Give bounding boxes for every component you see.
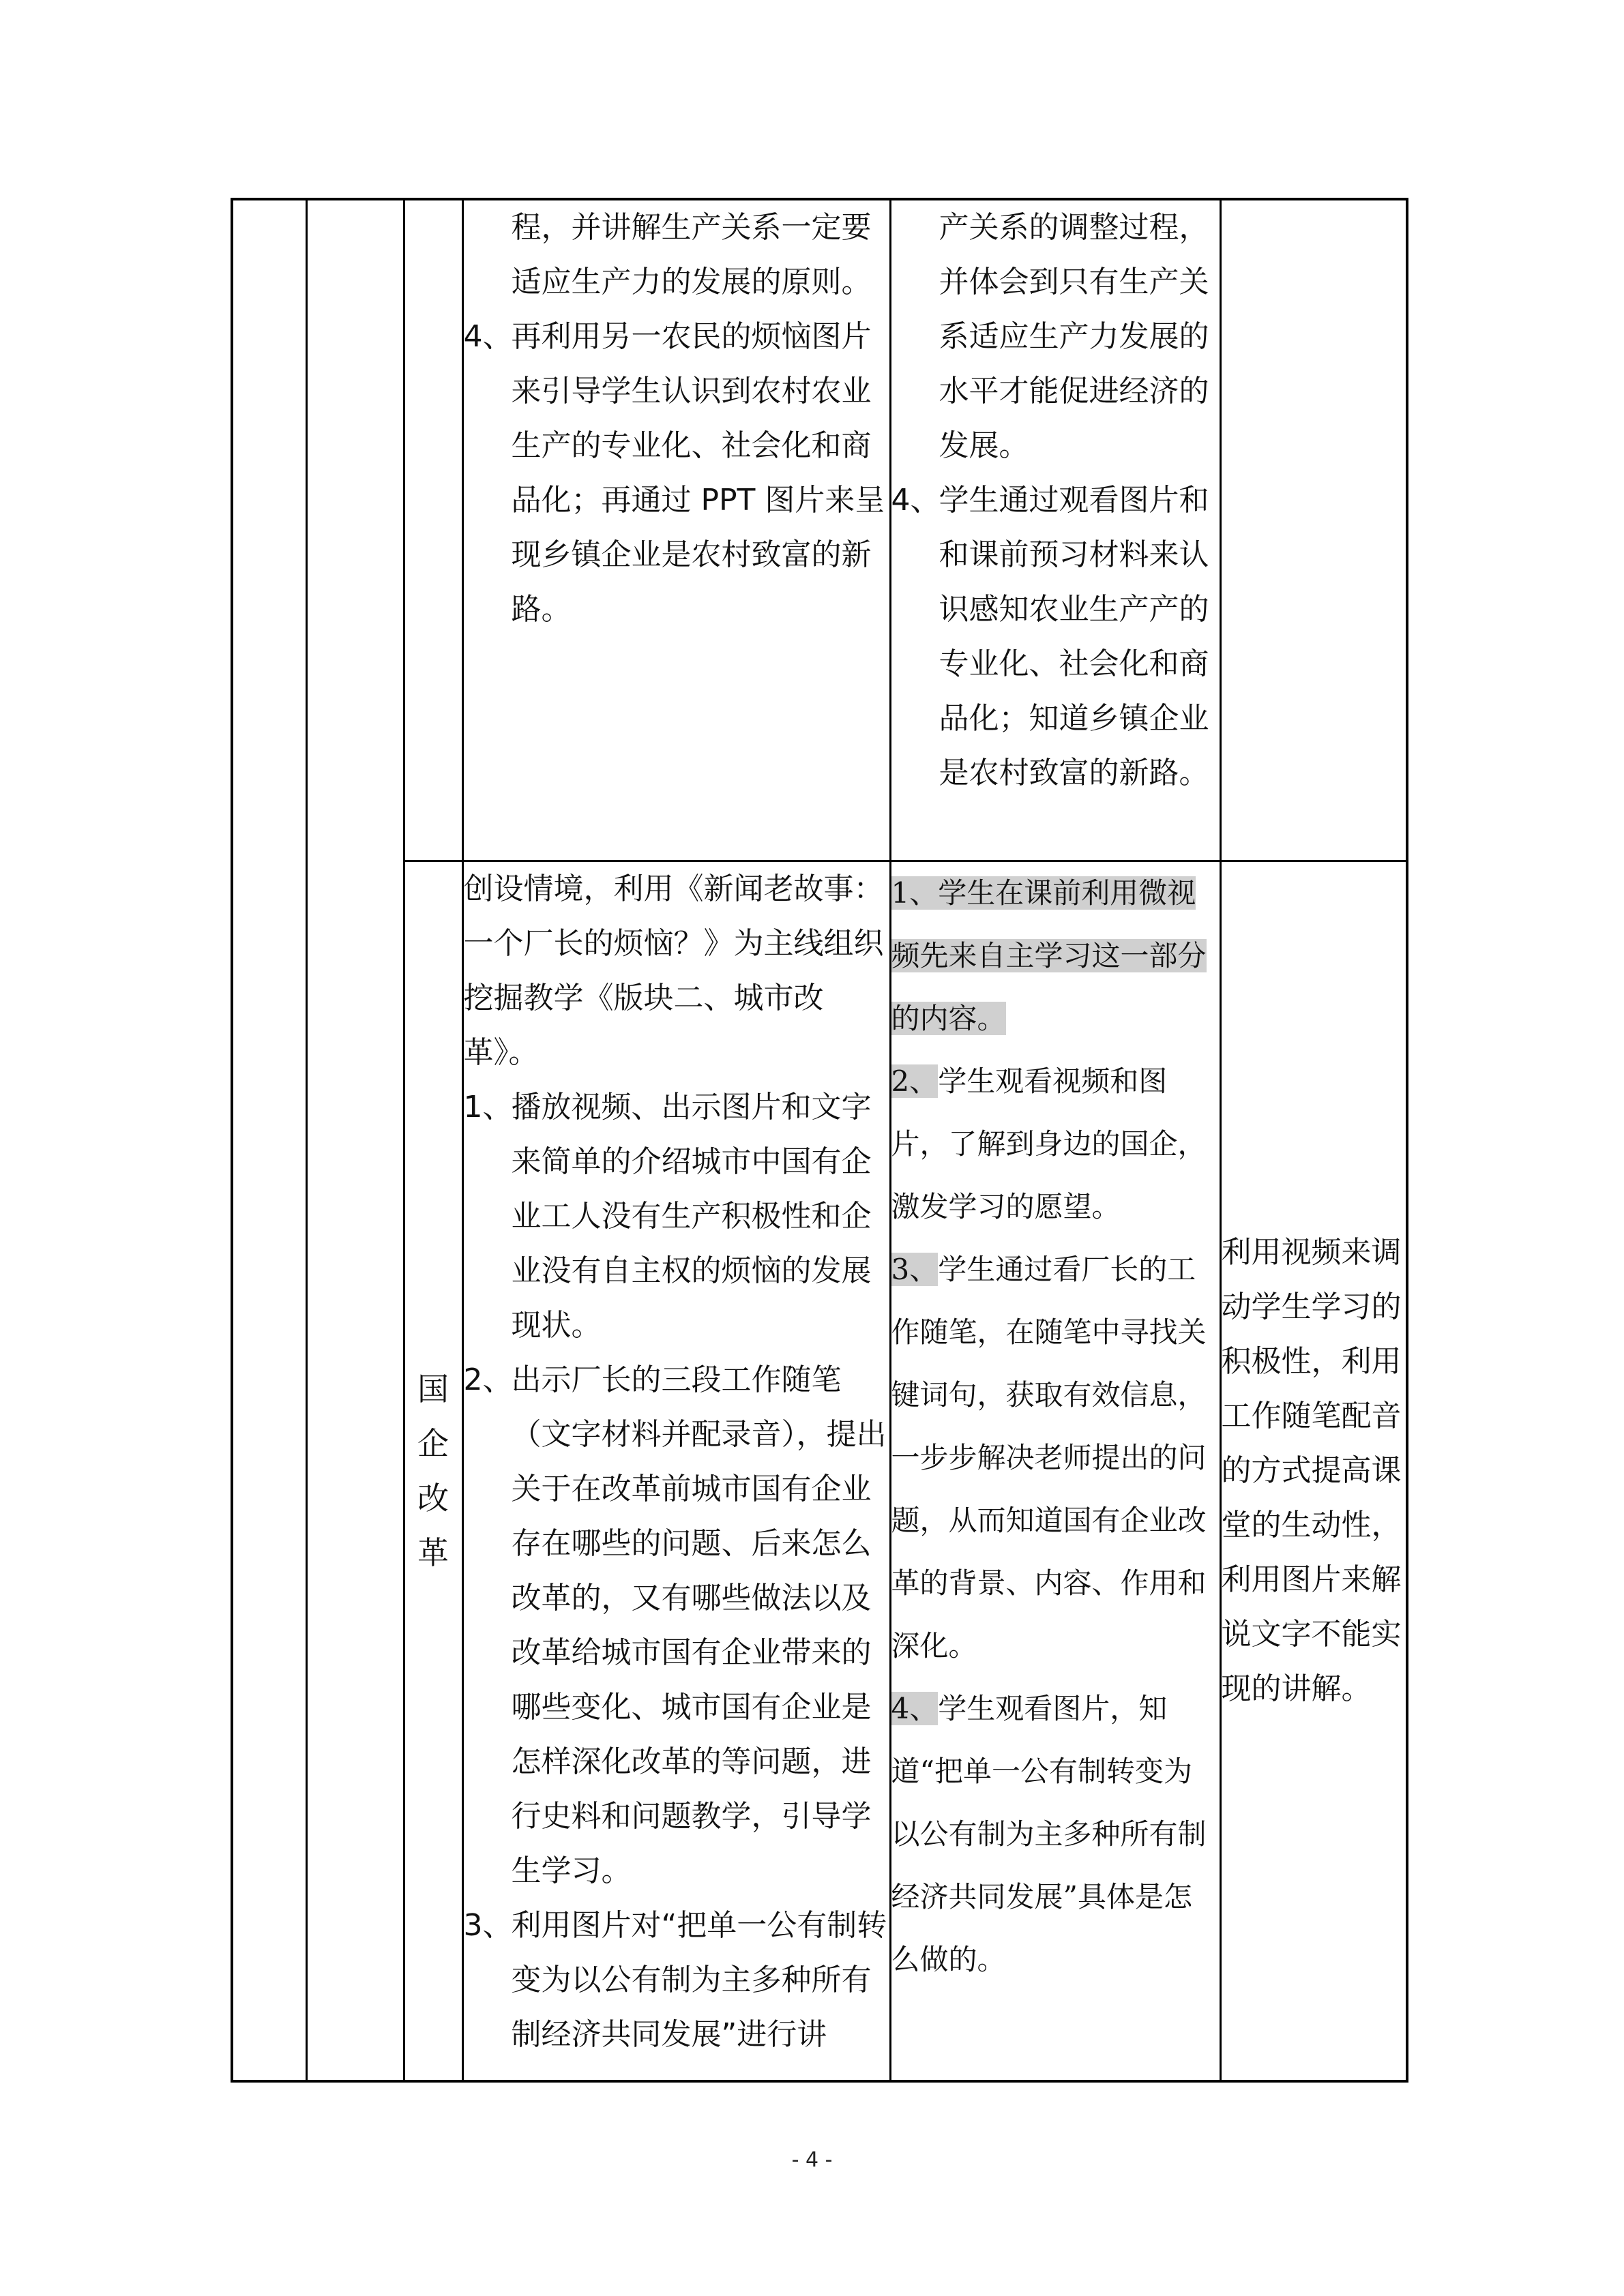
item-text: 播放视频、出示图片和文字来简单的介绍城市中国有企业工人没有生产积极性和企业没有自主权的烦恼的发展现状。 (511, 1089, 872, 1343)
student-activity-cell (890, 199, 1220, 861)
item-text: 再利用另一农民的烦恼图片来引导学生认识到农村农业生产的专业化、社会化和商品化；再通过 PPT 图片来呈现乡镇企业是农村致富的新路。 (511, 319, 885, 627)
item-number: 1、 (891, 876, 939, 910)
teacher-item (464, 1080, 889, 1353)
item-number: 4、 (891, 483, 941, 518)
teacher-activity-cell (462, 861, 890, 2081)
item-text: 学生通过观看图片和和课前预习材料来认识感知农业生产产的专业化、社会化和商品化；知道乡镇企业是农村致富的新路。 (939, 483, 1209, 790)
page-number: - 4 - (791, 2148, 833, 2172)
item-text: 学生在课前利用微视频先来自主学习这一部分的内容。 (891, 876, 1207, 1035)
item-number: 3、 (463, 1907, 513, 1943)
topic-char: 企 (417, 1425, 449, 1462)
table-row-soe-reform (232, 861, 1407, 2081)
topic-char: 改 (417, 1479, 449, 1517)
student-item (891, 862, 1220, 1050)
topic-char: 革 (417, 1534, 449, 1571)
table-row-rural-reform (232, 199, 1407, 861)
item-text: 学生通过看厂长的工作随笔，在随笔中寻找关键词句，获取有效信息，一步步解决老师提出的问题，从而知道国有企业改革的背景、内容、作用和深化。 (891, 1252, 1207, 1663)
teacher-item-4 (464, 310, 889, 637)
student-activity-cell (890, 861, 1220, 2081)
lesson-plan-table (231, 198, 1408, 2083)
teacher-activity-cell (462, 199, 890, 861)
item-text: 学生观看视频和图片，了解到身边的国企，激发学习的愿望。 (891, 1064, 1207, 1223)
item-text: 学生观看图片，知道“把单一公有制转变为以公有制为主多种所有制经济共同发展”具体是怎么做的。 (891, 1691, 1207, 1976)
item-text: 利用图片对“把单一公有制转变为以公有制为主多种所有制经济共同发展”进行讲 (511, 1907, 887, 2052)
design-intent-cell-empty (1220, 199, 1407, 861)
section-cell (306, 199, 404, 2081)
design-intent-text: 利用视频来调动学生学习的积极性，利用工作随笔配音的方式提高课堂的生动性，利用图片来解说文字不能实现的讲解。 (1221, 1234, 1402, 1706)
item-number: 3、 (891, 1252, 939, 1286)
item-number: 2、 (463, 1362, 513, 1397)
item-text: 出示厂长的三段工作随笔（文字材料并配录音），提出关于在改革前城市国有企业存在哪些的问题、后来怎么改革的，又有哪些做法以及改革给城市国有企业带来的哪些变化、城市国有企业是怎样深化改革的等问题，进行史料和问题教学，引导学生学习。 (511, 1362, 887, 1888)
topic-cell (404, 861, 462, 2081)
student-continued-text: 产关系的调整过程，并体会到只有生产关系适应生产力发展的水平才能促进经济的发展。 (939, 210, 1209, 463)
topic-cell-empty (404, 199, 462, 861)
item-number: 2、 (891, 1064, 939, 1098)
teacher-intro-text: 创设情境，利用《新闻老故事：一个厂长的烦恼？》为主线组织挖掘教学《版块二、城市改革》。 (463, 871, 884, 1070)
design-intent-cell (1220, 861, 1407, 2081)
student-item (891, 1678, 1220, 1991)
teacher-item (464, 1898, 889, 2062)
teacher-item (464, 1353, 889, 1898)
student-item (891, 1238, 1220, 1678)
teacher-continued-text: 程，并讲解生产关系一定要适应生产力的发展的原则。 (511, 210, 872, 299)
stage-cell (232, 199, 306, 2081)
topic-char: 国 (417, 1370, 449, 1407)
item-number: 4、 (463, 319, 513, 354)
item-number: 1、 (463, 1089, 513, 1124)
student-item-4 (891, 473, 1220, 801)
item-number: 4、 (891, 1691, 939, 1725)
student-item (891, 1050, 1220, 1238)
